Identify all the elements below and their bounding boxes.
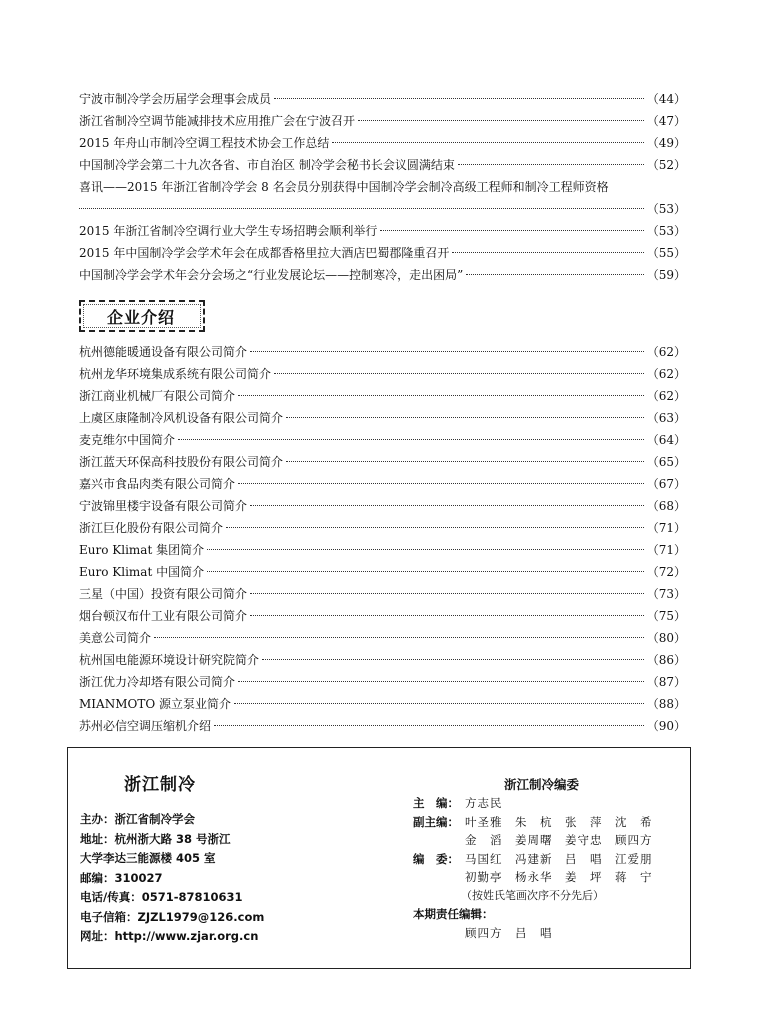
- postcode-line: 邮编：310027: [80, 870, 163, 885]
- committee-members-names: 初勤亭 杨永华 姜 坪 蒋 宁: [465, 870, 653, 884]
- issue-editor-label-row: [413, 905, 653, 924]
- toc-entry-page: （59）: [646, 268, 686, 282]
- toc-entry[interactable]: [79, 385, 686, 407]
- toc-entry[interactable]: [79, 242, 686, 264]
- toc-entry-page: （72）: [646, 565, 686, 579]
- toc-entry-page: （88）: [646, 697, 686, 711]
- toc-entry-page: （68）: [646, 499, 686, 513]
- deputy-editor-names: 金 滔 姜周曙 姜守忠 顾四方: [465, 833, 653, 847]
- leader-dots: [79, 208, 644, 209]
- address-line: 大学李达三能源楼 405 室: [80, 851, 216, 865]
- editorial-committee: [413, 794, 653, 942]
- toc-entry-page: （44）: [646, 92, 686, 106]
- leader-dots: [250, 593, 644, 594]
- toc-entry-title: 上虞区康隆制冷风机设备有限公司简介: [79, 411, 284, 425]
- toc-entry-page: （52）: [646, 158, 686, 172]
- leader-dots: [466, 274, 643, 275]
- toc-entry[interactable]: [79, 220, 686, 242]
- toc-group-1: [79, 88, 686, 286]
- toc-entry-page: （65）: [646, 455, 686, 469]
- toc-entry-wrapped[interactable]: [79, 176, 686, 220]
- toc-entry-title: 2015 年舟山市制冷空调工程技术协会工作总结: [79, 136, 330, 150]
- toc-entry-title: 烟台顿汉布什工业有限公司简介: [79, 609, 248, 623]
- website-line[interactable]: 网址：http://www.zjar.org.cn: [80, 929, 259, 943]
- leader-dots: [274, 373, 644, 374]
- toc-entry-page: （90）: [646, 719, 686, 733]
- toc-entry-page: （71）: [646, 521, 686, 535]
- toc-entry-title: 浙江商业机械厂有限公司简介: [79, 389, 236, 403]
- toc-entry-page: （53）: [646, 224, 686, 238]
- deputy-editor-row: [413, 813, 653, 832]
- toc-entry-page: （55）: [646, 246, 686, 260]
- leader-dots: [452, 252, 643, 253]
- toc-entry[interactable]: [79, 429, 686, 451]
- toc-entry-title: 浙江优力冷却塔有限公司简介: [79, 675, 236, 689]
- toc-entry[interactable]: [79, 583, 686, 605]
- leader-dots: [250, 615, 644, 616]
- toc-entry[interactable]: [79, 649, 686, 671]
- toc-entry-page: （80）: [646, 631, 686, 645]
- toc-entry-title: 2015 年浙江省制冷空调行业大学生专场招聘会顺利举行: [79, 224, 378, 238]
- phone-line: 电话/传真：0571-87810631: [80, 890, 243, 904]
- toc-entry-title: 中国制冷学会学术年会分会场之“行业发展论坛——控制寒冷，走出困局”: [79, 268, 464, 282]
- chief-editor-row: [413, 794, 653, 813]
- toc-entry-title: 嘉兴市食品肉类有限公司简介: [79, 477, 236, 491]
- toc-entry-page: （86）: [646, 653, 686, 667]
- deputy-editor-label: 副主编：: [413, 814, 459, 829]
- issue-editor-label: 本期责任编辑：: [413, 907, 494, 921]
- leader-dots: [286, 461, 644, 462]
- toc-entry[interactable]: [79, 154, 686, 176]
- committee-members-row: [413, 850, 653, 869]
- deputy-editor-row: [413, 831, 653, 850]
- toc-entry[interactable]: [79, 539, 686, 561]
- toc-entry[interactable]: [79, 605, 686, 627]
- toc-entry-title: 杭州龙华环境集成系统有限公司简介: [79, 367, 272, 381]
- leader-dots: [207, 571, 644, 572]
- leader-dots: [238, 395, 644, 396]
- ordering-note: （按姓氏笔画次序不分先后）: [461, 888, 604, 902]
- toc-entry-title: 苏州必信空调压缩机介绍: [79, 719, 212, 733]
- masthead-box: [67, 747, 691, 969]
- leader-dots: [262, 659, 644, 660]
- toc-entry-title: 宁波锦里楼宇设备有限公司简介: [79, 499, 248, 513]
- toc-entry[interactable]: [79, 473, 686, 495]
- section-heading: 企业介绍: [107, 307, 176, 327]
- publisher-info: [80, 810, 264, 947]
- toc-entry-page: （53）: [646, 202, 686, 216]
- toc-entry-title: 杭州德能暖通设备有限公司简介: [79, 345, 248, 359]
- committee-members-row: [413, 868, 653, 887]
- leader-dots: [234, 703, 644, 704]
- issue-editor-row: [413, 924, 653, 943]
- toc-entry-title: 杭州国电能源环境设计研究院简介: [79, 653, 260, 667]
- deputy-editor-names: 叶圣雅 朱 杭 张 萍 沈 希: [465, 814, 653, 829]
- chief-editor-label: 主 编：: [413, 796, 459, 810]
- toc-entry-title: Euro Klimat 中国简介: [79, 565, 205, 579]
- toc-entry-page: （62）: [646, 389, 686, 403]
- toc-entry[interactable]: [79, 627, 686, 649]
- toc-entry-title: 喜讯——2015 年浙江省制冷学会 8 名会员分别获得中国制冷学会制冷高级工程师和制冷工程师资格: [79, 180, 609, 194]
- toc-entry-page: （63）: [646, 411, 686, 425]
- toc-entry[interactable]: [79, 407, 686, 429]
- email-line[interactable]: 电子信箱：ZJZL1979@126.com: [80, 909, 265, 924]
- committee-members-names: 马国红 冯建新 吕 唱 江爱朋: [465, 851, 653, 866]
- toc-entry-page: （64）: [646, 433, 686, 447]
- toc-entry[interactable]: [79, 715, 686, 737]
- toc-entry[interactable]: [79, 561, 686, 583]
- leader-dots: [238, 483, 644, 484]
- toc-entry-title: MIANMOTO 源立泵业简介: [79, 697, 231, 711]
- leader-dots: [178, 439, 644, 440]
- leader-dots: [274, 98, 644, 99]
- toc-entry-page: （62）: [646, 345, 686, 359]
- toc-group-2: [79, 341, 686, 737]
- toc-entry-page: （47）: [646, 114, 686, 128]
- toc-entry-title: 麦克维尔中国简介: [79, 433, 176, 447]
- leader-dots: [250, 351, 644, 352]
- committee-members-label: 编 委：: [413, 851, 459, 866]
- committee-title: 浙江制冷编委: [504, 777, 580, 792]
- leader-dots: [154, 637, 644, 638]
- toc-entry-page: （71）: [646, 543, 686, 557]
- leader-dots: [332, 142, 643, 143]
- leader-dots: [238, 681, 644, 682]
- toc-entry[interactable]: [79, 363, 686, 385]
- toc-entry-page: （49）: [646, 136, 686, 150]
- toc-entry-line: [79, 198, 686, 220]
- toc-entry-title: 中国制冷学会第二十九次各省、市自治区 制冷学会秘书长会议圆满结束: [79, 158, 455, 172]
- leader-dots: [207, 549, 644, 550]
- toc-entry[interactable]: [79, 517, 686, 539]
- toc-entry-page: （67）: [646, 477, 686, 491]
- toc-entry[interactable]: [79, 110, 686, 132]
- toc-entry-page: （75）: [646, 609, 686, 623]
- issue-editor-names: 顾四方 吕 唱: [465, 925, 553, 940]
- toc-entry-title: 宁波市制冷学会历届学会理事会成员: [79, 92, 272, 106]
- leader-dots: [380, 230, 643, 231]
- toc-entry-page: （87）: [646, 675, 686, 689]
- leader-dots: [458, 164, 644, 165]
- toc-entry[interactable]: [79, 264, 686, 286]
- toc-entry-title: 三星（中国）投资有限公司简介: [79, 587, 248, 601]
- toc-entry[interactable]: [79, 132, 686, 154]
- leader-dots: [226, 527, 644, 528]
- sponsor-line: 主办：浙江省制冷学会: [80, 812, 195, 826]
- leader-dots: [250, 505, 644, 506]
- toc-entry[interactable]: [79, 693, 686, 715]
- leader-dots: [286, 417, 644, 418]
- toc-entry-title: 浙江省制冷空调节能减排技术应用推广会在宁波召开: [79, 114, 356, 128]
- toc-entry-page: （62）: [646, 367, 686, 381]
- toc-entry-page: （73）: [646, 587, 686, 601]
- section-heading-box: [79, 300, 205, 332]
- toc-entry-title: 浙江巨化股份有限公司简介: [79, 521, 224, 535]
- toc-entry[interactable]: [79, 88, 686, 110]
- address-line: 地址：杭州浙大路 38 号浙江: [80, 831, 231, 846]
- toc-entry-title: 美意公司简介: [79, 631, 152, 645]
- chief-editor-names: 方志民: [465, 796, 503, 810]
- magazine-title: 浙江制冷: [124, 775, 196, 795]
- leader-dots: [358, 120, 644, 121]
- toc-entry[interactable]: [79, 671, 686, 693]
- toc-entry-title: 浙江蓝天环保高科技股份有限公司简介: [79, 455, 284, 469]
- leader-dots: [214, 725, 644, 726]
- toc-entry[interactable]: [79, 341, 686, 363]
- toc-entry-title: Euro Klimat 集团简介: [79, 543, 205, 557]
- toc-entry-title: 2015 年中国制冷学会学术年会在成都香格里拉大酒店巴蜀郡隆重召开: [79, 246, 450, 260]
- toc-entry-line: [79, 176, 686, 198]
- toc-entry[interactable]: [79, 495, 686, 517]
- toc-entry[interactable]: [79, 451, 686, 473]
